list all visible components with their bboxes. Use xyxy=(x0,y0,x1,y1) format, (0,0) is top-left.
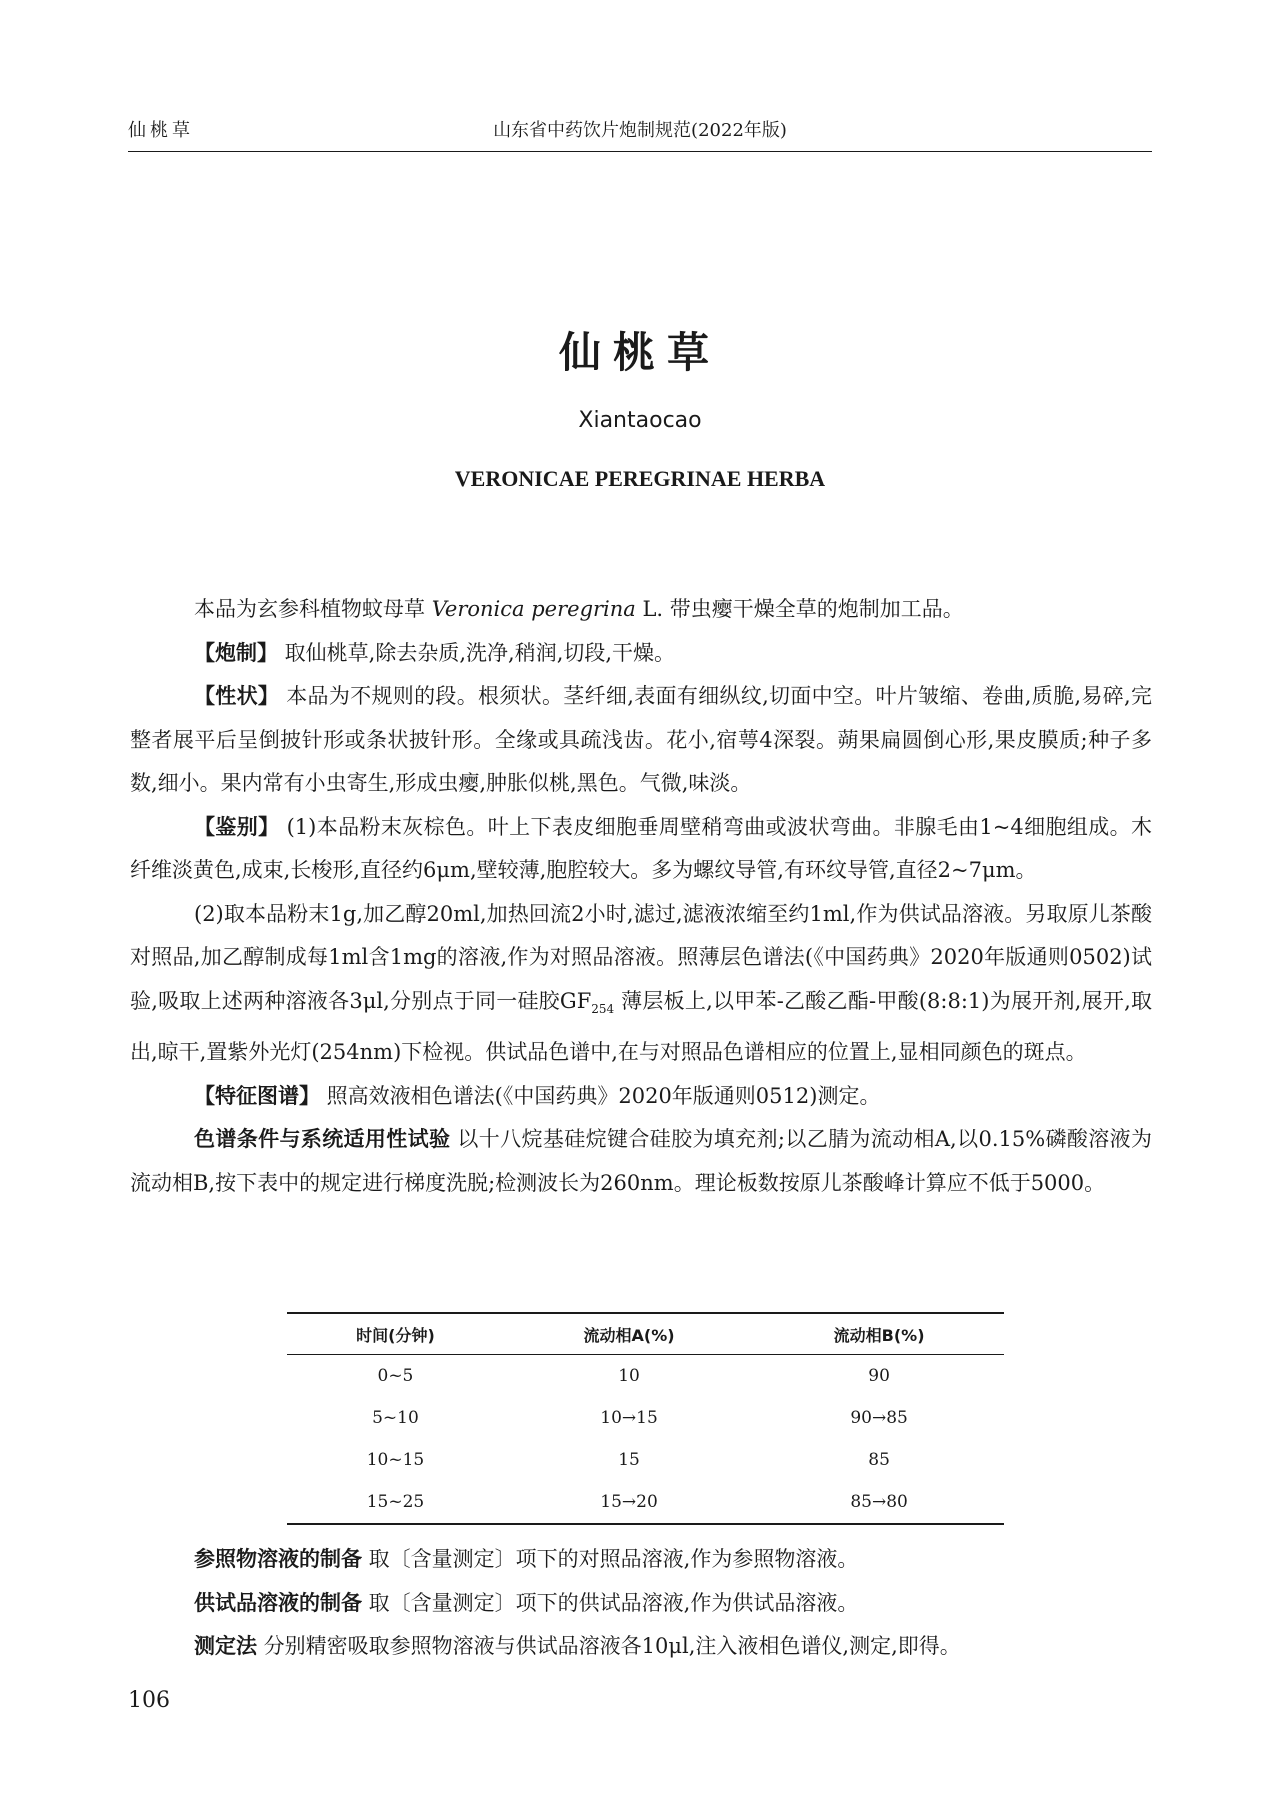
processing-paragraph xyxy=(194,632,1152,676)
intro-text-end: L. 带虫瘿干燥全草的炮制加工品。 xyxy=(635,597,964,621)
ref-solution-text: 取〔含量测定〕项下的对照品溶液,作为参照物溶液。 xyxy=(362,1547,859,1571)
table-cell: 10~15 xyxy=(366,1450,425,1470)
identification-tag: 【鉴别】 xyxy=(194,814,280,839)
table-header: 时间(分钟) xyxy=(287,1313,504,1355)
identification-paragraph-2 xyxy=(130,893,1152,1075)
gradient-table xyxy=(287,1312,1004,1525)
description-tag: 【性状】 xyxy=(194,684,280,708)
page-title: 仙桃草 xyxy=(558,328,721,377)
conditions-tag: 色谱条件与系统适用性试验 xyxy=(194,1127,451,1152)
monograph-body xyxy=(130,588,1153,1205)
fingerprint-tag: 【特征图谱】 xyxy=(194,1083,320,1108)
header-rule xyxy=(128,151,1152,152)
table-row xyxy=(287,1439,1004,1481)
description-text: 本品为不规则的段。根须状。茎纤细,表面有细纵纹,切面中空。叶片皱缩、卷曲,质脆,易碎,完整者展平后呈倒披针形或条状披针形。全缘或具疏浅齿。花小,宿萼4深裂。蒴果扁圆倒心形,果皮膜质;种子多数,细小。果内常有小虫寄生,形成虫瘿,肿胀似桃,黑色。气微,味淡。 xyxy=(130,684,1152,795)
table-cell: 90 xyxy=(868,1366,890,1386)
table-cell: 10→15 xyxy=(600,1408,658,1428)
running-header-center: 山东省中药饮片炮制规范(2022年版) xyxy=(493,120,787,141)
test-solution-text: 取〔含量测定〕项下的供试品溶液,作为供试品溶液。 xyxy=(362,1590,859,1615)
identification-paragraph-1 xyxy=(130,806,1152,893)
table-header: 流动相A(%) xyxy=(504,1313,754,1355)
table-cell: 0~5 xyxy=(377,1366,414,1386)
table-cell: 90→85 xyxy=(850,1408,908,1428)
identification-text-2a: (2)取本品粉末1g,加乙醇20ml,加热回流2小时,滤过,滤液浓缩至约1ml,作为供试品溶液。另取原儿茶酸对照品,加乙醇制成每1ml含1mg的溶液,作为对照品溶液。照薄层色谱法(《中国药典》2020年版通则0502)试验,吸取上述两种溶液各3μl,分别点于同一硅胶GF xyxy=(130,901,1152,1013)
table-cell: 15→20 xyxy=(504,1481,754,1524)
test-solution-paragraph xyxy=(194,1582,1152,1626)
fingerprint-text: 照高效液相色谱法(《中国药典》2020年版通则0512)测定。 xyxy=(320,1083,881,1108)
table-row xyxy=(287,1397,1004,1439)
intro-paragraph xyxy=(194,588,1152,632)
processing-tag: 【炮制】 xyxy=(194,640,278,665)
gf-subscript: 254 xyxy=(591,1001,615,1016)
table-header: 流动相B(%) xyxy=(754,1313,1004,1355)
table-header-row xyxy=(287,1313,1004,1355)
intro-text: 本品为玄参科植物蚊母草 xyxy=(194,597,432,621)
table-row xyxy=(287,1481,1004,1524)
pinyin-name: Xiantaocao xyxy=(578,408,702,433)
ref-solution-paragraph xyxy=(194,1538,1152,1582)
identification-text-2b: 薄层板上,以甲苯-乙酸乙酯-甲酸(8:8:1)为展开剂,展开,取出,晾干,置紫外光灯(254nm)下检视。供试品色谱中,在与对照品色谱相应的位置上,显相同颜色的斑点。 xyxy=(130,988,1153,1065)
method-tag: 测定法 xyxy=(194,1634,257,1658)
conditions-paragraph xyxy=(130,1118,1152,1205)
table-row xyxy=(287,1355,1004,1398)
fingerprint-paragraph xyxy=(194,1075,1152,1119)
species-name: Veronica peregrina xyxy=(431,597,636,621)
method-text: 分别精密吸取参照物溶液与供试品溶液各10μl,注入液相色谱仪,测定,即得。 xyxy=(257,1634,961,1658)
table-cell: 15~25 xyxy=(287,1481,504,1524)
post-table-body xyxy=(194,1538,1152,1669)
latin-name: VERONICAE PEREGRINAE HERBA xyxy=(454,466,826,491)
table-cell: 85→80 xyxy=(754,1481,1004,1524)
identification-text-1: (1)本品粉末灰棕色。叶上下表皮细胞垂周壁稍弯曲或波状弯曲。非腺毛由1~4细胞组成。木纤维淡黄色,成束,长梭形,直径约6μm,壁较薄,胞腔较大。多为螺纹导管,有环纹导管,直径2~7μm。 xyxy=(130,814,1152,882)
table-cell: 10 xyxy=(618,1366,640,1386)
running-header-left: 仙桃草 xyxy=(128,120,194,141)
table-cell: 15 xyxy=(618,1450,640,1470)
table-cell: 85 xyxy=(868,1450,890,1470)
table-cell: 5~10 xyxy=(372,1408,419,1428)
processing-text: 取仙桃草,除去杂质,洗净,稍润,切段,干燥。 xyxy=(278,640,676,665)
conditions-text: 以十八烷基硅烷键合硅胶为填充剂;以乙腈为流动相A,以0.15%磷酸溶液为流动相B,按下表中的规定进行梯度洗脱;检测波长为260nm。理论板数按原儿茶酸峰计算应不低于5000。 xyxy=(130,1127,1153,1195)
page-number: 106 xyxy=(128,1688,170,1713)
test-solution-tag: 供试品溶液的制备 xyxy=(194,1590,362,1615)
ref-solution-tag: 参照物溶液的制备 xyxy=(194,1547,362,1571)
method-paragraph xyxy=(194,1625,1152,1669)
description-paragraph xyxy=(130,675,1152,806)
